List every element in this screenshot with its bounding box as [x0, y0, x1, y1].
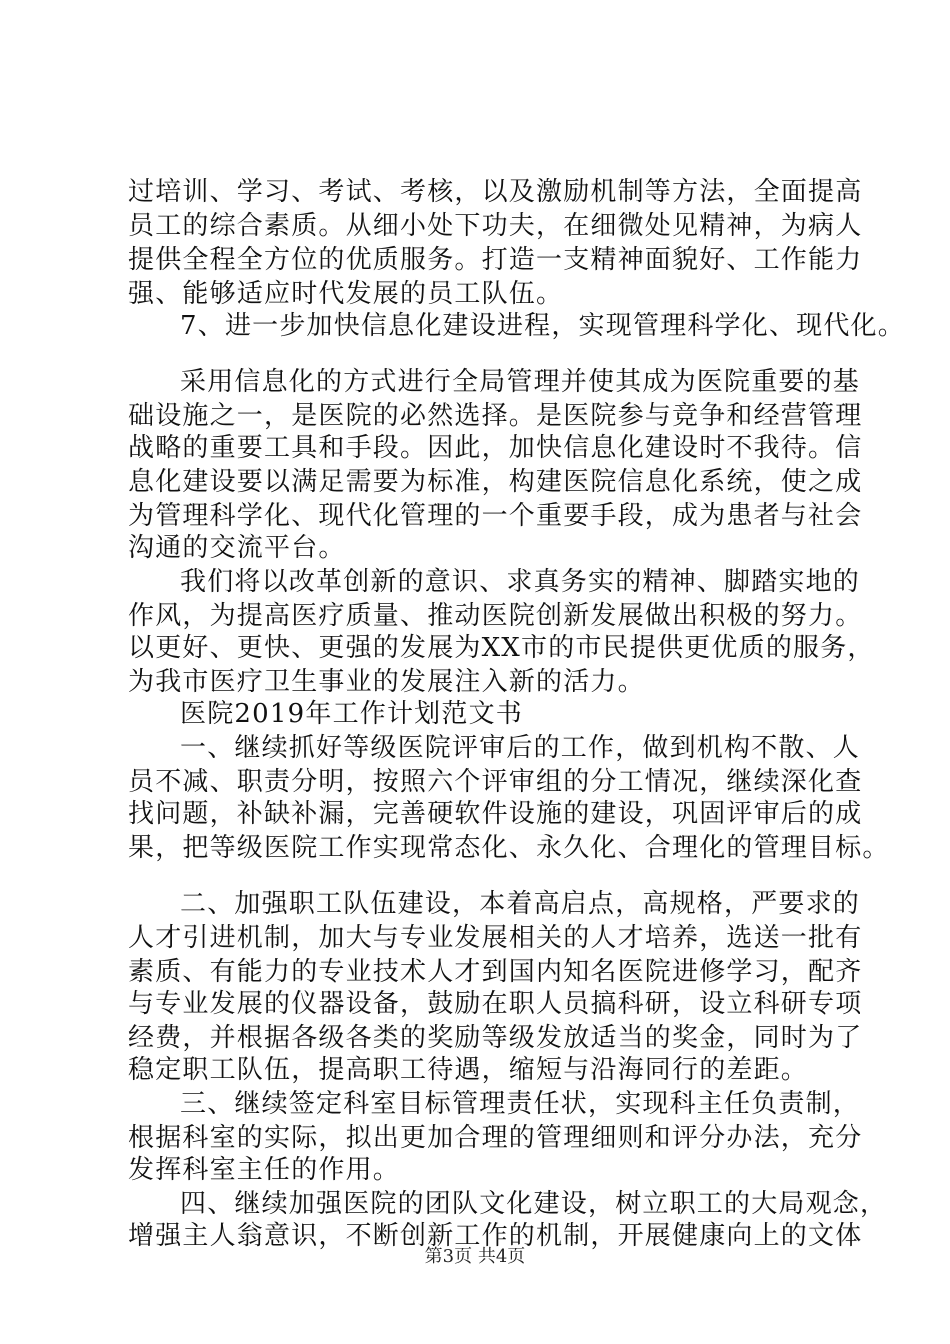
- text-line: 人才引进机制，加大与专业发展相关的人才培养，选送一批有: [128, 923, 863, 953]
- text-line: 为我市医疗卫生事业的发展注入新的活力。: [128, 667, 645, 697]
- text-line: 沟通的交流平台。: [128, 533, 346, 563]
- text-line: 为管理科学化、现代化管理的一个重要手段，成为患者与社会: [128, 501, 863, 531]
- text-line: 四、继续加强医院的团队文化建设，树立职工的大局观念，: [180, 1189, 888, 1219]
- text-line: 根据科室的实际，拟出更加合理的管理细则和评分办法，充分: [128, 1123, 863, 1153]
- text-line: 战略的重要工具和手段。因此，加快信息化建设时不我待。信: [128, 433, 863, 463]
- text-line: 采用信息化的方式进行全局管理并使其成为医院重要的基: [180, 367, 861, 397]
- text-line: 我们将以改革创新的意识、求真务实的精神、脚踏实地的: [180, 567, 861, 597]
- text-line: 素质、有能力的专业技术人才到国内知名医院进修学习，配齐: [128, 957, 863, 987]
- text-line: 稳定职工队伍，提高职工待遇，缩短与沿海同行的差距。: [128, 1055, 809, 1085]
- text-line: 经费，并根据各级各类的奖励等级发放适当的奖金，同时为了: [128, 1023, 863, 1053]
- text-line: 发挥科室主任的作用。: [128, 1155, 401, 1185]
- text-line: 员工的综合素质。从细小处下功夫，在细微处见精神，为病人: [128, 211, 863, 241]
- section-heading-7: 7、进一步加快信息化建设进程，实现管理科学化、现代化。: [180, 311, 905, 341]
- text-line: 员不减、职责分明，按照六个评审组的分工情况，继续深化查: [128, 767, 863, 797]
- text-line: 以更好、更快、更强的发展为XX市的市民提供更优质的服务，: [128, 633, 875, 663]
- text-line: 果，把等级医院工作实现常态化、永久化、合理化的管理目标。: [128, 833, 890, 863]
- text-line: 础设施之一，是医院的必然选择。是医院参与竞争和经营管理: [128, 401, 863, 431]
- text-line: 息化建设要以满足需要为标准，构建医院信息化系统，使之成: [128, 467, 863, 497]
- text-line: 二、加强职工队伍建设，本着高启点，高规格，严要求的: [180, 889, 861, 919]
- text-line: 与专业发展的仪器设备，鼓励在职人员搞科研，设立科研专项: [128, 989, 863, 1019]
- text-line: 强、能够适应时代发展的员工队伍。: [128, 279, 564, 309]
- text-line: 过培训、学习、考试、考核，以及激励机制等方法，全面提高: [128, 177, 863, 207]
- page-footer: 第3页 共4页: [424, 1246, 526, 1267]
- text-line: 增强主人翁意识，不断创新工作的机制，开展健康向上的文体: [128, 1221, 863, 1251]
- text-line: 找问题，补缺补漏，完善硬软件设施的建设，巩固评审后的成: [128, 799, 863, 829]
- text-line: 作风，为提高医疗质量、推动医院创新发展做出积极的努力。: [128, 601, 863, 631]
- document-subtitle: 医院2019年工作计划范文书: [180, 699, 523, 729]
- text-line: 提供全程全方位的优质服务。打造一支精神面貌好、工作能力: [128, 245, 863, 275]
- text-line: 一、继续抓好等级医院评审后的工作，做到机构不散、人: [180, 733, 861, 763]
- text-line: 三、继续签定科室目标管理责任状，实现科主任负责制，: [180, 1089, 861, 1119]
